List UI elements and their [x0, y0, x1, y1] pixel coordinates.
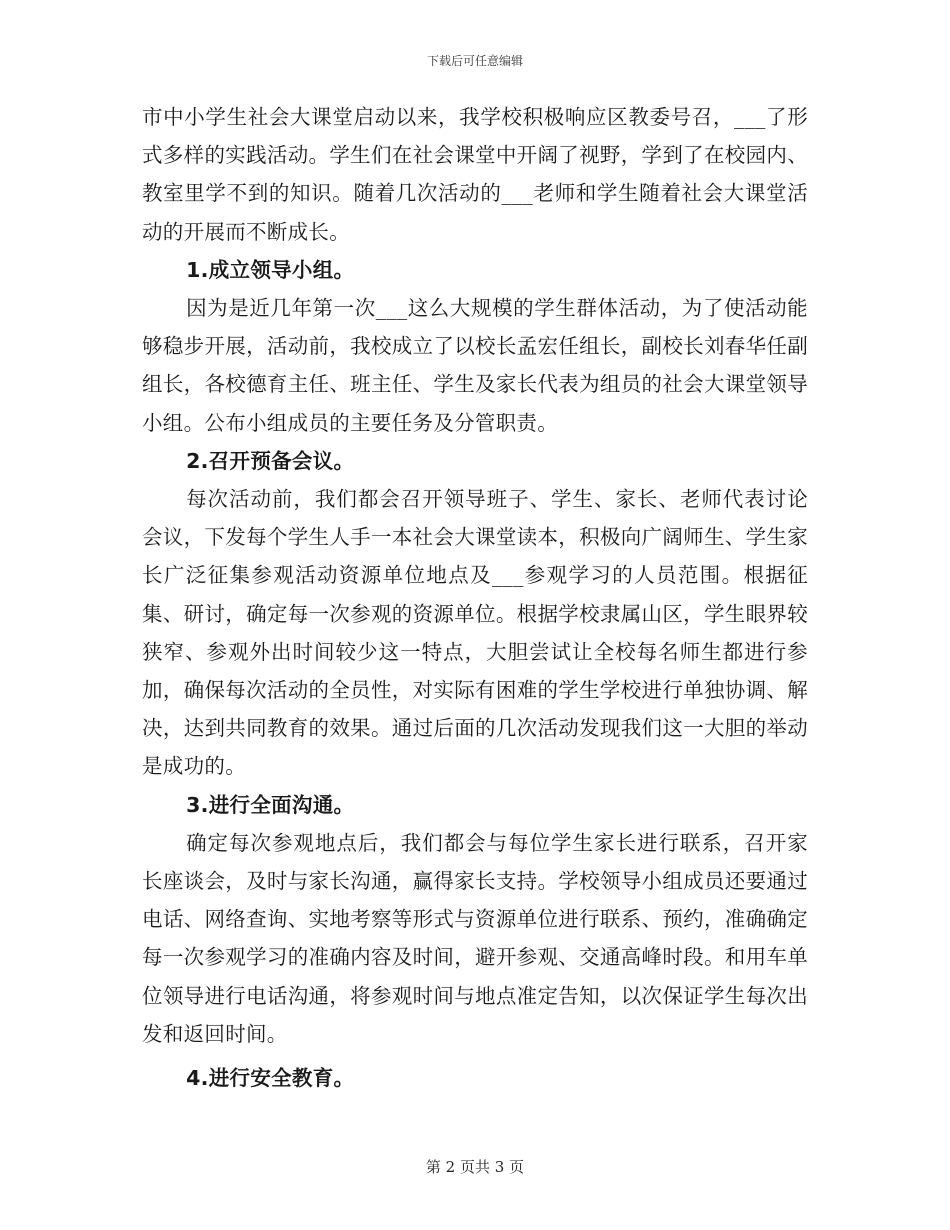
section-heading-2: 2.召开预备会议。 [186, 448, 355, 473]
page-header: 下载后可任意编辑 [426, 54, 523, 68]
paragraph-section-1: 因为是近几年第一次___这么大规模的学生群体活动，为了使活动能够稳步开展，活动前，我校成立了以校长孟宏任组长，副校长刘春华任副组长，各校德育主任、班主任、学生及家长代表为组员的社会大课堂领导小组。公布小组成员的主要任务及分管职责。 [142, 296, 808, 435]
paragraph-section-2: 每次活动前，我们都会召开领导班子、学生、家长、老师代表讨论会议，下发每个学生人手一本社会大课堂读本，积极向广阔师生、学生家长广泛征集参观活动资源单位地点及___参观学习的人员范围。根据征集、研讨，确定每一次参观的资源单位。根据学校隶属山区，学生眼界较狭窄、参观外出时间较少这一特点，大胆尝试让全校每名师生都进行参加，确保每次活动的全员性，对实际有困难的学生学校进行单独协调、解决，达到共同教育的效果。通过后面的几次活动发现我们这一大胆的举动是成功的。 [142, 487, 808, 779]
section-heading-4: 4.进行安全教育。 [186, 1066, 355, 1091]
paragraph-section-3: 确定每次参观地点后，我们都会与每位学生家长进行联系，召开家长座谈会，及时与家长沟通，赢得家长支持。学校领导小组成员还要通过电话、网络查询、实地考察等形式与资源单位进行联系、预约，准确确定每一次参观学习的准确内容及时间，避开参观、交通高峰时段。和用车单位领导进行电话沟通，将参观时间与地点准定告知，以次保证学生每次出发和返回时间。 [142, 830, 808, 1046]
document-body [142, 98, 808, 1097]
page-footer: 第 2 页共 3 页 [425, 1158, 525, 1176]
paragraph-intro: 市中小学生社会大课堂启动以来，我学校积极响应区教委号召，___了形式多样的实践活动。学生们在社会课堂中开阔了视野，学到了在校园内、教室里学不到的知识。随着几次活动的___老师和学生随着社会大课堂活动的开展而不断成长。 [142, 105, 808, 244]
section-heading-3: 3.进行全面沟通。 [186, 792, 355, 817]
section-heading-1: 1.成立领导小组。 [186, 257, 355, 282]
